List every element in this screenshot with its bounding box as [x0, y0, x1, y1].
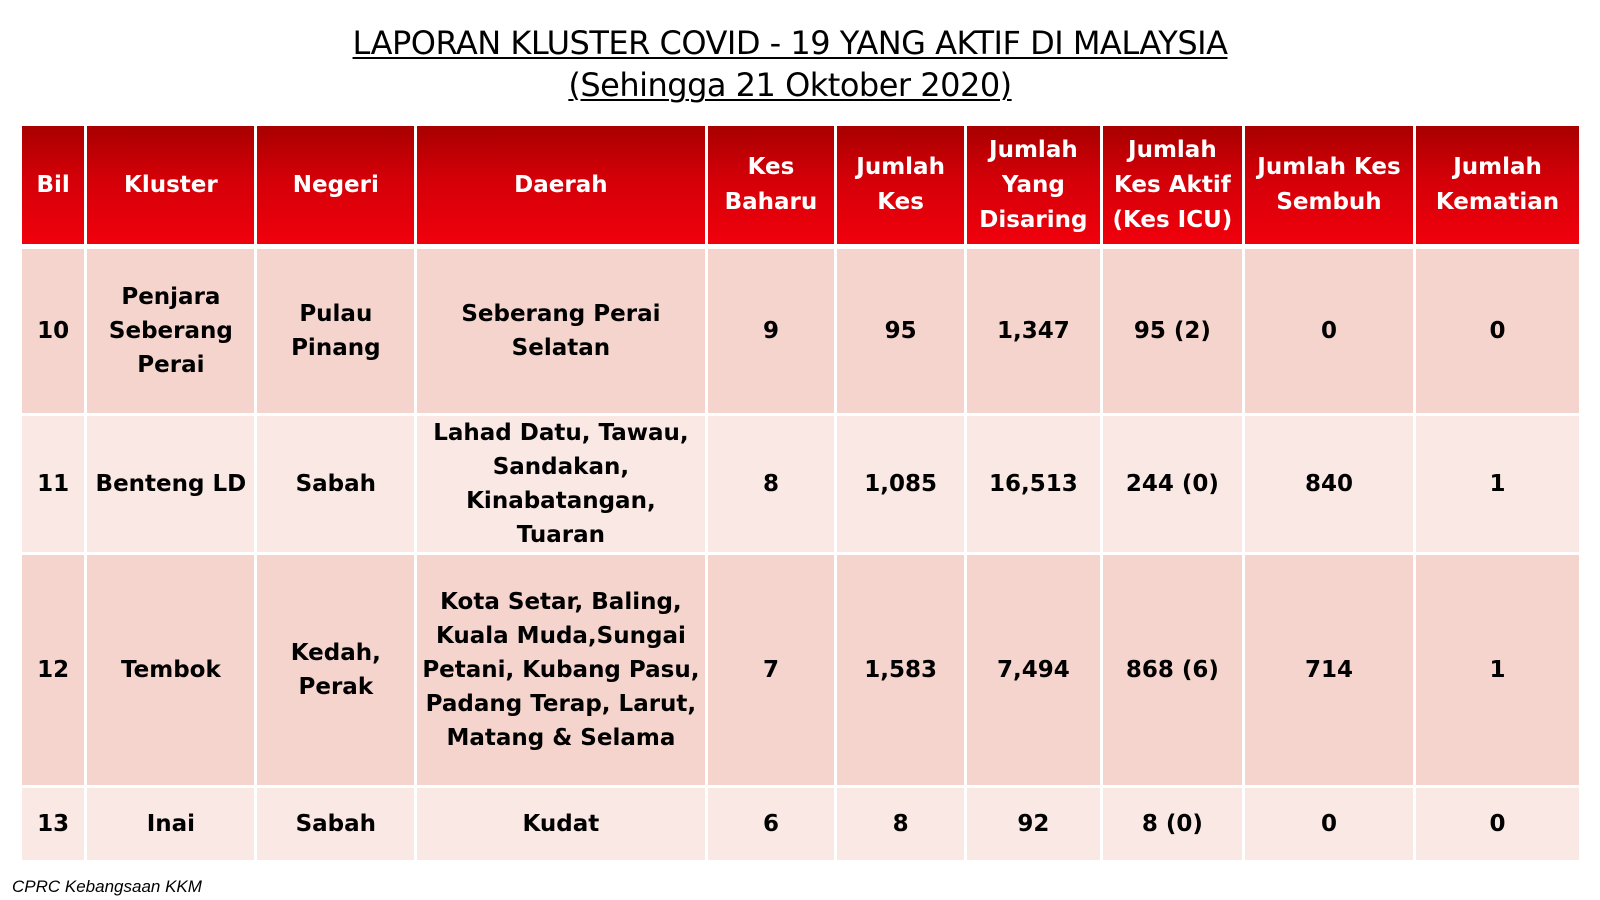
cell-jumlah-disaring: 16,513: [967, 416, 1103, 555]
cell-kes-sembuh: 714: [1245, 555, 1416, 788]
table-row: [22, 416, 1579, 555]
cell-daerah: Kota Setar, Baling, Kuala Muda,Sungai Petani, Kubang Pasu, Padang Terap, Larut, Matang & Selama: [417, 555, 707, 788]
cell-jumlah-kes: 1,583: [837, 555, 967, 788]
cell-bil: 10: [22, 249, 87, 416]
cell-jumlah-disaring: 92: [967, 788, 1103, 863]
cell-daerah: Lahad Datu, Tawau, Sandakan, Kinabatangan, Tuaran: [417, 416, 707, 555]
cell-bil: 11: [22, 416, 87, 555]
cell-kematian: 1: [1416, 416, 1579, 555]
header-kes-baharu: Kes Baharu: [708, 126, 838, 249]
cluster-table: [22, 126, 1579, 863]
cell-kes-baharu: 8: [708, 416, 838, 555]
cell-kes-aktif: 8 (0): [1103, 788, 1245, 863]
cell-kes-sembuh: 0: [1245, 788, 1416, 863]
header-kluster: Kluster: [87, 126, 257, 249]
cell-kluster: Benteng LD: [87, 416, 257, 555]
cell-jumlah-kes: 8: [837, 788, 967, 863]
title-line-2: (Sehingga 21 Oktober 2020): [568, 66, 1012, 104]
cell-daerah: Kudat: [417, 788, 707, 863]
header-kes-sembuh: Jumlah Kes Sembuh: [1245, 126, 1416, 249]
report-title: [0, 22, 1580, 106]
cell-negeri: Sabah: [257, 416, 417, 555]
table-row: [22, 249, 1579, 416]
table-header-row: [22, 126, 1579, 249]
cell-bil: 12: [22, 555, 87, 788]
cell-kes-sembuh: 0: [1245, 249, 1416, 416]
title-line-1: LAPORAN KLUSTER COVID - 19 YANG AKTIF DI MALAYSIA: [352, 24, 1228, 62]
cell-kluster: Penjara Seberang Perai: [87, 249, 257, 416]
cell-jumlah-disaring: 1,347: [967, 249, 1103, 416]
header-kematian: Jumlah Kematian: [1416, 126, 1579, 249]
cell-kluster: Tembok: [87, 555, 257, 788]
cell-negeri: Kedah, Perak: [257, 555, 417, 788]
table-row: [22, 555, 1579, 788]
header-negeri: Negeri: [257, 126, 417, 249]
cell-kes-baharu: 6: [708, 788, 838, 863]
cell-kes-aktif: 868 (6): [1103, 555, 1245, 788]
cell-daerah: Seberang Perai Selatan: [417, 249, 707, 416]
cell-kes-aktif: 95 (2): [1103, 249, 1245, 416]
cell-kes-aktif: 244 (0): [1103, 416, 1245, 555]
cell-negeri: Pulau Pinang: [257, 249, 417, 416]
cell-kematian: 0: [1416, 788, 1579, 863]
cell-negeri: Sabah: [257, 788, 417, 863]
header-daerah: Daerah: [417, 126, 707, 249]
header-jumlah-disaring: Jumlah Yang Disaring: [967, 126, 1103, 249]
header-bil: Bil: [22, 126, 87, 249]
source-credit: CPRC Kebangsaan KKM: [12, 877, 202, 896]
cell-kematian: 0: [1416, 249, 1579, 416]
cell-kluster: Inai: [87, 788, 257, 863]
header-kes-aktif: Jumlah Kes Aktif (Kes ICU): [1103, 126, 1245, 249]
cell-kematian: 1: [1416, 555, 1579, 788]
cell-jumlah-kes: 1,085: [837, 416, 967, 555]
cell-jumlah-disaring: 7,494: [967, 555, 1103, 788]
cell-kes-baharu: 7: [708, 555, 838, 788]
cell-jumlah-kes: 95: [837, 249, 967, 416]
cell-bil: 13: [22, 788, 87, 863]
cell-kes-sembuh: 840: [1245, 416, 1416, 555]
cell-kes-baharu: 9: [708, 249, 838, 416]
table-row: [22, 788, 1579, 863]
header-jumlah-kes: Jumlah Kes: [837, 126, 967, 249]
